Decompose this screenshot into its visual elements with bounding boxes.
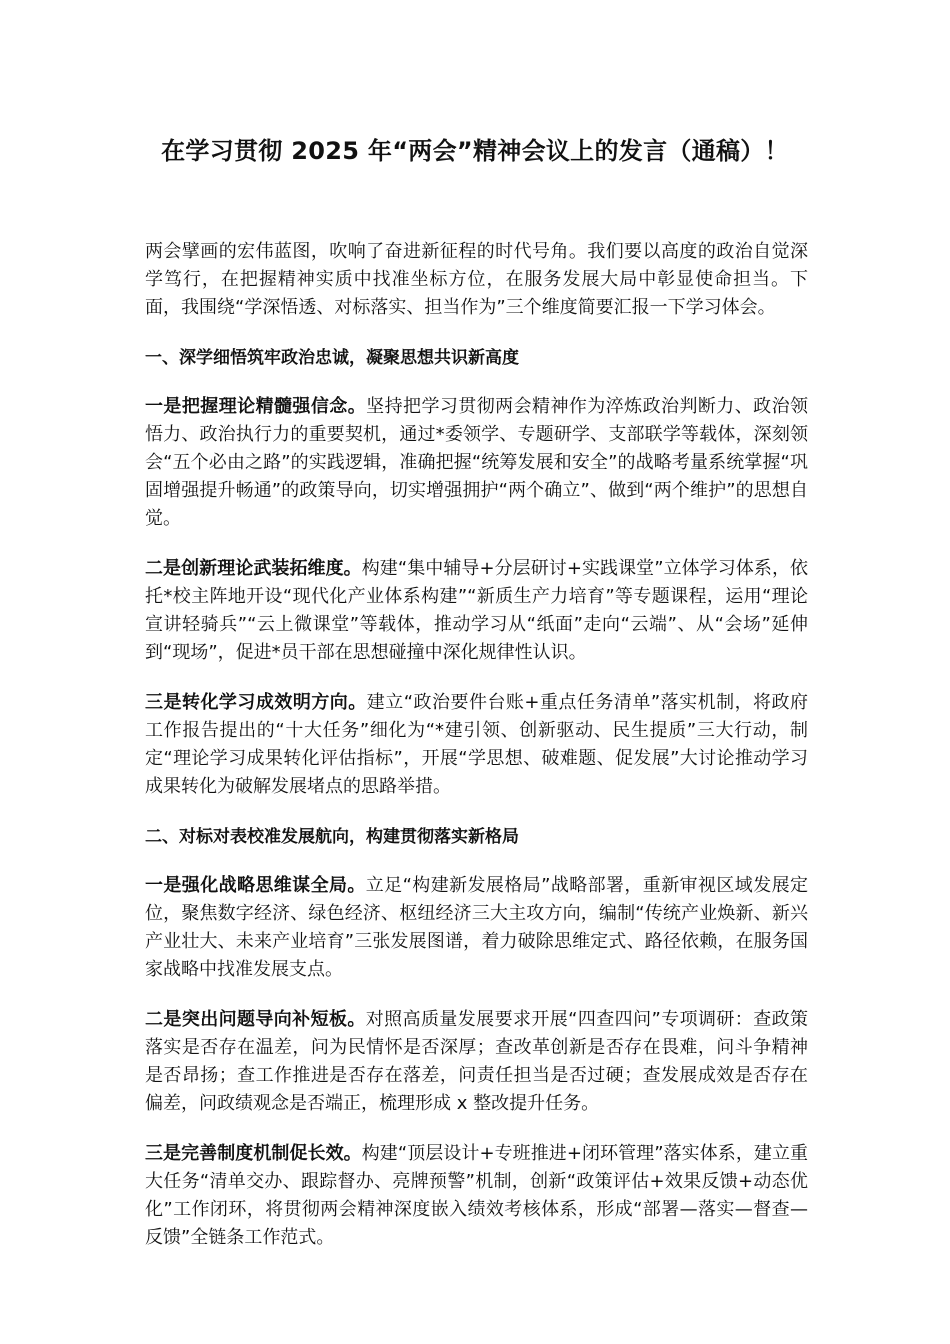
section-2-paragraph-1	[145, 872, 808, 984]
paragraph-lead: 二是创新理论武装拓维度。	[145, 558, 362, 579]
paragraph-text: 对照高质量发展要求开展“四查四问”专项调研：查政策落实是否存在温差，问为民情怀是否深厚；查改革创新是否存在畏难，问斗争精神是否昂扬；查工作推进是否存在落差，问责任担当是否过硬；查发展成效是否存在偏差，问政绩观念是否端正，梳理形成 x 整改提升任务。	[145, 1009, 808, 1114]
paragraph-lead: 三是完善制度机制促长效。	[145, 1143, 362, 1164]
intro-paragraph: 两会擘画的宏伟蓝图，吹响了奋进新征程的时代号角。我们要以高度的政治自觉深学笃行，在把握精神实质中找准坐标方位，在服务发展大局中彰显使命担当。下面，我围绕“学深悟透、对标落实、担当作为”三个维度简要汇报一下学习体会。	[145, 241, 808, 318]
section-1-paragraph-1	[145, 393, 808, 533]
paragraph-text: 构建“集中辅导+分层研讨+实践课堂”立体学习体系，依托*校主阵地开设“现代化产业体系构建”“新质生产力培育”等专题课程，运用“理论宣讲轻骑兵”“云上微课堂”等载体，推动学习从“纸面”走向“云端”、从“会场”延伸到“现场”，促进*员干部在思想碰撞中深化规律性认识。	[145, 558, 809, 663]
section-1-heading: 一、深学细悟筑牢政治忠诚，凝聚思想共识新高度	[145, 348, 519, 368]
document-body	[145, 238, 808, 1274]
paragraph-lead: 一是把握理论精髓强信念。	[145, 396, 367, 417]
paragraph-text: 建立“政治要件台账+重点任务清单”落实机制，将政府工作报告提出的“十大任务”细化为“*建引领、创新驱动、民生提质”三大行动，制定“理论学习成果转化评估指标”，开展“学思想、破难题、促发展”大讨论推动学习成果转化为破解发展堵点的思路举措。	[145, 692, 809, 797]
section-1-paragraph-3	[145, 689, 808, 801]
section-1-paragraph-2	[145, 555, 808, 667]
section-2-paragraph-3	[145, 1140, 808, 1252]
paragraph-text: 立足“构建新发展格局”战略部署，重新审视区域发展定位，聚焦数字经济、绿色经济、枢纽经济三大主攻方向，编制“传统产业焕新、新兴产业壮大、未来产业培育”三张发展图谱，着力破除思维定式、路径依赖，在服务国家战略中找准发展支点。	[145, 875, 808, 980]
paragraph-lead: 二是突出问题导向补短板。	[145, 1009, 366, 1030]
paragraph-lead: 三是转化学习成效明方向。	[145, 692, 367, 713]
paragraph-lead: 一是强化战略思维谋全局。	[145, 875, 366, 896]
section-2-paragraph-2	[145, 1006, 808, 1118]
section-2-heading: 二、对标对表校准发展航向，构建贯彻落实新格局	[145, 827, 519, 847]
paragraph-text: 构建“顶层设计+专班推进+闭环管理”落实体系，建立重大任务“清单交办、跟踪督办、亮牌预警”机制，创新“政策评估+效果反馈+动态优化”工作闭环，将贯彻两会精神深度嵌入绩效考核体系，形成“部署—落实—督查—反馈”全链条工作范式。	[145, 1143, 809, 1248]
paragraph-text: 坚持把学习贯彻两会精神作为淬炼政治判断力、政治领悟力、政治执行力的重要契机，通过*委领学、专题研学、支部联学等载体，深刻领会“五个必由之路”的实践逻辑，准确把握“统筹发展和安全”的战略考量系统掌握“巩固增强提升畅通”的政策导向，切实增强拥护“两个确立”、做到“两个维护”的思想自觉。	[145, 396, 809, 529]
page-title: 在学习贯彻 2025 年“两会”精神会议上的发言（通稿）！	[161, 137, 789, 165]
